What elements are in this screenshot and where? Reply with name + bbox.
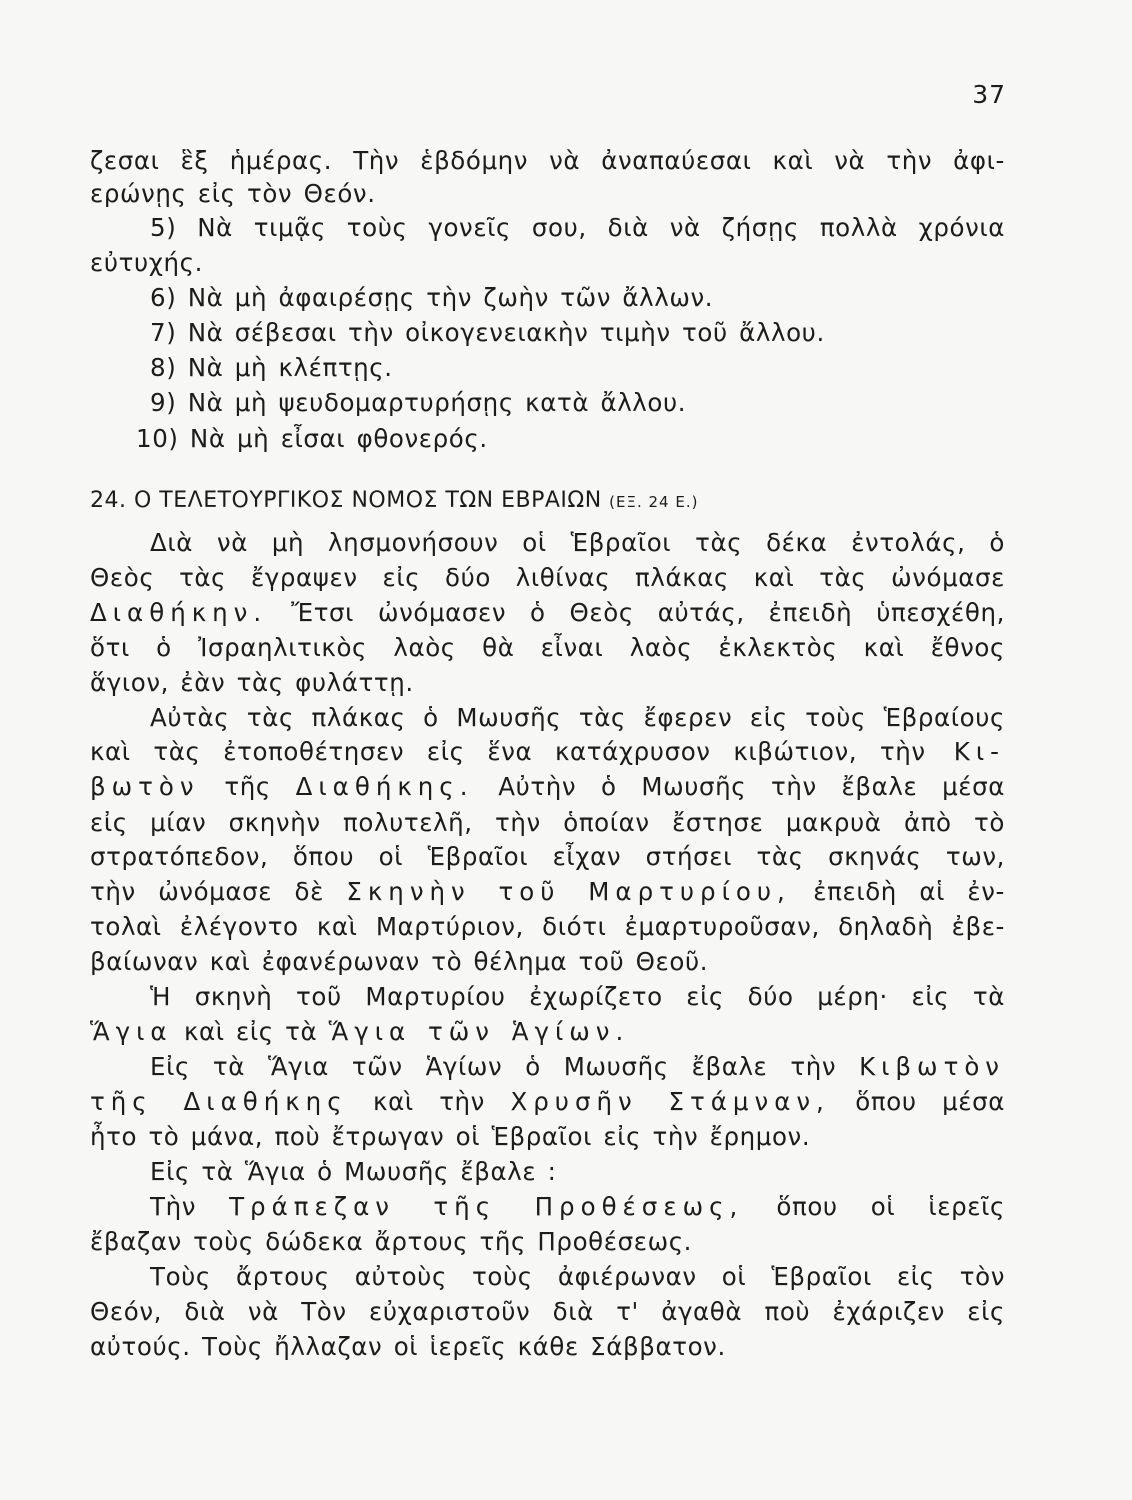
text-line: ἦτο τὸ μάνα, ποὺ ἔτρωγαν οἱ Ἑβραῖοι εἰς τὴν ἔρημον. xyxy=(90,1122,811,1151)
text-line: εὐτυχής. xyxy=(90,248,203,277)
section-number: 24. xyxy=(90,488,127,513)
text-line xyxy=(90,735,1005,769)
text-line xyxy=(90,875,1005,909)
text-line xyxy=(150,1190,1005,1224)
text-line: Ἡ σκηνὴ τοῦ Μαρτυρίου ἐχωρίζετο εἰς δύο μέρη· εἰς τὰ xyxy=(150,982,1005,1011)
text-line: Αὐτὰς τὰς πλάκας ὁ Μωυσῆς τὰς ἔφερεν εἰς τοὺς Ἑβραίους xyxy=(150,703,1005,732)
text-span: καὶ τὰς ἐτοποθέτησεν εἰς ἕνα κατάχρυσον κιβώτιον, τὴν xyxy=(90,737,926,766)
spaced-term: Ἅγια τῶν Ἁγίων. xyxy=(328,1017,630,1046)
text-line: αὐτούς. Τοὺς ἤλλαζαν οἱ ἱερεῖς κάθε Σάββατον. xyxy=(90,1332,726,1361)
text-span: ὅπου μέσα xyxy=(829,1087,1005,1116)
text-line: Θεόν, διὰ νὰ Τὸν εὐχαριστοῦν διὰ τ' ἀγαθὰ ποὺ ἐχάριζεν εἰς xyxy=(90,1297,1005,1326)
spaced-term: Διαθήκην. xyxy=(90,598,268,627)
spaced-term: Σκηνὴν τοῦ Μαρτυρίου, xyxy=(346,877,791,906)
text-span: καὶ τὴν xyxy=(347,1087,511,1116)
commandment-6: 6) Νὰ μὴ ἀφαιρέσῃς τὴν ζωὴν τῶν ἄλλων. xyxy=(150,283,714,312)
text-line xyxy=(90,1085,1005,1119)
spaced-term: Χρυσῆν Στάμναν, xyxy=(510,1087,830,1116)
text-line: στρατόπεδον, ὅπου οἱ Ἑβραῖοι εἶχαν στήσει τὰς σκηνάς των, xyxy=(90,842,1005,871)
text-line: ερώνῃς εἰς τὸν Θεόν. xyxy=(90,179,376,208)
spaced-term: Διαθήκης. xyxy=(295,772,474,801)
section-title: Ο ΤΕΛΕΤΟΥΡΓΙΚΟΣ ΝΟΜΟΣ ΤΩΝ ΕΒΡΑΙΩΝ xyxy=(134,488,602,513)
commandment-8: 8) Νὰ μὴ κλέπτῃς. xyxy=(150,353,393,382)
text-line: Διὰ νὰ μὴ λησμονήσουν οἱ Ἑβραῖοι τὰς δέκα ἐντολάς, ὁ xyxy=(150,528,1005,557)
text-line xyxy=(90,596,1005,630)
text-span: Αὐτὴν ὁ Μωυσῆς τὴν ἔβαλε μέσα xyxy=(473,772,1006,801)
text-line: Εἰς τὰ Ἅγια ὁ Μωυσῆς ἔβαλε : xyxy=(150,1157,557,1186)
text-line: ἅγιον, ἐὰν τὰς φυλάττῃ. xyxy=(90,668,414,697)
text-span: ὅπου οἱ ἱερεῖς xyxy=(743,1192,1005,1221)
spaced-term: βωτὸν xyxy=(90,772,200,801)
text-span: Εἰς τὰ Ἅγια τῶν Ἁγίων ὁ Μωυσῆς ἔβαλε τὴν xyxy=(150,1052,860,1081)
spaced-term: Κιβωτὸν xyxy=(859,1052,1005,1081)
text-span: Τὴν xyxy=(150,1192,230,1221)
text-line: ζεσαι ἓξ ἡμέρας. Τὴν ἑβδόμην νὰ ἀναπαύεσαι καὶ νὰ τὴν ἀφι- xyxy=(90,146,1005,175)
text-line xyxy=(90,1015,1005,1049)
section-heading xyxy=(90,484,1005,518)
text-span: τῆς xyxy=(199,772,296,801)
section-reference: (ΕΞ. 24 Ε.) xyxy=(609,493,699,511)
page-number: 37 xyxy=(972,80,1006,109)
commandment-7: 7) Νὰ σέβεσαι τὴν οἰκογενειακὴν τιμὴν τοῦ ἄλλου. xyxy=(150,318,825,347)
text-line: ὅτι ὁ Ἰσραηλιτικὸς λαὸς θὰ εἶναι λαὸς ἐκλεκτὸς καὶ ἔθνος xyxy=(90,633,1005,662)
text-line: τολαὶ ἐλέγοντο καὶ Μαρτύριον, διότι ἐμαρτυροῦσαν, δηλαδὴ ἐβε- xyxy=(90,912,1005,941)
text-line xyxy=(150,1050,1005,1084)
text-span: ἐπειδὴ αἱ ἐν- xyxy=(790,877,1005,906)
text-line: εἰς μίαν σκηνὴν πολυτελῆ, τὴν ὁποίαν ἔστησε μακρυὰ ἀπὸ τὸ xyxy=(90,808,1005,837)
commandment-9: 9) Νὰ μὴ ψευδομαρτυρήσῃς κατὰ ἄλλου. xyxy=(150,388,687,417)
text-line: βαίωναν καὶ ἐφανέρωναν τὸ θέλημα τοῦ Θεοῦ. xyxy=(90,947,709,976)
commandment-10: 10) Νὰ μὴ εἶσαι φθονερός. xyxy=(136,424,488,453)
spaced-term: Τράπεζαν τῆς Προθέσεως, xyxy=(229,1192,744,1221)
text-line: Θεὸς τὰς ἔγραψεν εἰς δύο λιθίνας πλάκας καὶ τὰς ὠνόμασε xyxy=(90,563,1005,592)
spaced-term: Κι- xyxy=(925,737,1005,766)
spaced-term: Ἅγια xyxy=(90,1017,173,1046)
commandment-5: 5) Νὰ τιμᾷς τοὺς γονεῖς σου, διὰ νὰ ζήσῃς πολλὰ χρόνια xyxy=(150,213,1005,242)
text-line: ἔβαζαν τοὺς δώδεκα ἄρτους τῆς Προθέσεως. xyxy=(90,1227,693,1256)
text-line xyxy=(90,770,1005,804)
text-line: Τοὺς ἄρτους αὐτοὺς τοὺς ἀφιέρωναν οἱ Ἑβραῖοι εἰς τὸν xyxy=(150,1262,1005,1291)
spaced-term: τῆς Διαθήκης xyxy=(90,1087,348,1116)
text-span: καὶ εἰς τὰ xyxy=(172,1017,329,1046)
text-span: τὴν ὠνόμασε δὲ xyxy=(90,877,347,906)
text-span: Ἔτσι ὠνόμασεν ὁ Θεὸς αὐτάς, ἐπειδὴ ὑπεσχέθη, xyxy=(267,598,1005,627)
